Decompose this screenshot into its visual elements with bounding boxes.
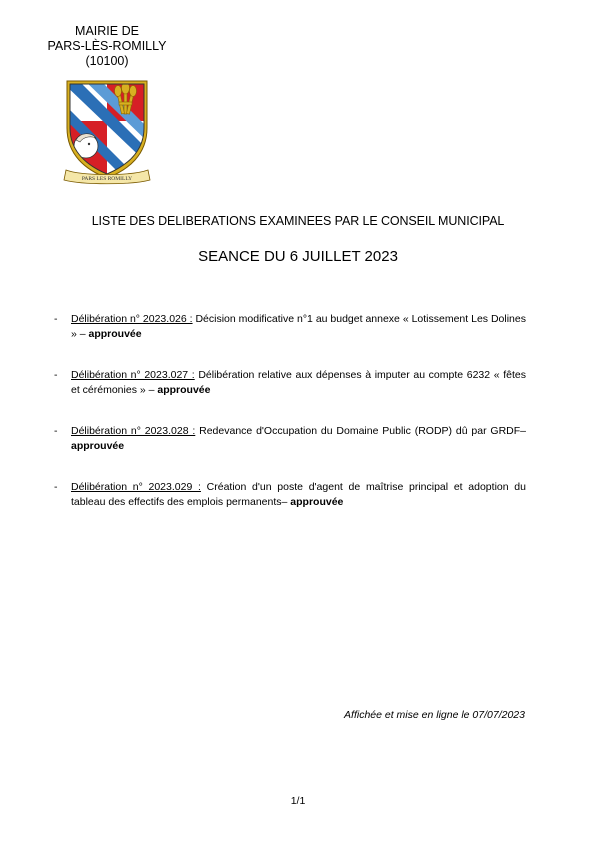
deliberation-number: Délibération n° 2023.028 : bbox=[71, 425, 196, 437]
coat-of-arms-icon bbox=[62, 76, 152, 186]
session-date: SEANCE DU 6 JUILLET 2023 bbox=[198, 248, 398, 265]
mairie-label: MAIRIE DE bbox=[75, 24, 139, 38]
deliberations-list bbox=[54, 312, 526, 536]
posting-notice: Affichée et mise en ligne le 07/07/2023 bbox=[344, 709, 525, 721]
mairie-header bbox=[40, 24, 174, 69]
list-bullet: - bbox=[54, 369, 58, 381]
deliberation-status: approuvée bbox=[290, 496, 344, 508]
deliberation-status: approuvée bbox=[71, 440, 125, 452]
deliberation-status: approuvée bbox=[88, 328, 142, 340]
deliberation-number: Délibération n° 2023.027 : bbox=[71, 369, 195, 381]
crest-motto: PARS LES ROMILLY bbox=[81, 176, 133, 182]
deliberation-number: Délibération n° 2023.029 : bbox=[71, 481, 201, 493]
list-bullet: - bbox=[54, 481, 58, 493]
deliberation-item bbox=[54, 312, 526, 342]
commune-name: PARS-LÈS-ROMILLY bbox=[47, 39, 167, 53]
page-number: 1/1 bbox=[290, 795, 306, 807]
deliberation-item bbox=[54, 480, 526, 510]
document-title: LISTE DES DELIBERATIONS EXAMINEES PAR LE CONSEIL MUNICIPAL bbox=[91, 214, 505, 228]
deliberation-text: Délibération relative aux dépenses à imputer au compte 6232 « fêtes et cérémonies » – bbox=[71, 369, 526, 396]
deliberation-item bbox=[54, 424, 526, 454]
deliberation-status: approuvée bbox=[157, 384, 211, 396]
deliberation-text: Création d'un poste d'agent de maîtrise principal et adoption du tableau des effectifs des emplois permanents– bbox=[71, 481, 526, 508]
deliberation-text: Redevance d'Occupation du Domaine Public (RODP) dû par GRDF– bbox=[195, 425, 526, 437]
deliberation-number: Délibération n° 2023.026 : bbox=[71, 313, 193, 325]
deliberation-text: Décision modificative n°1 au budget annexe « Lotissement Les Dolines » – bbox=[71, 313, 526, 340]
list-bullet: - bbox=[54, 425, 58, 437]
deliberation-item bbox=[54, 368, 526, 398]
list-bullet: - bbox=[54, 313, 58, 325]
postal-code: (10100) bbox=[85, 54, 129, 68]
